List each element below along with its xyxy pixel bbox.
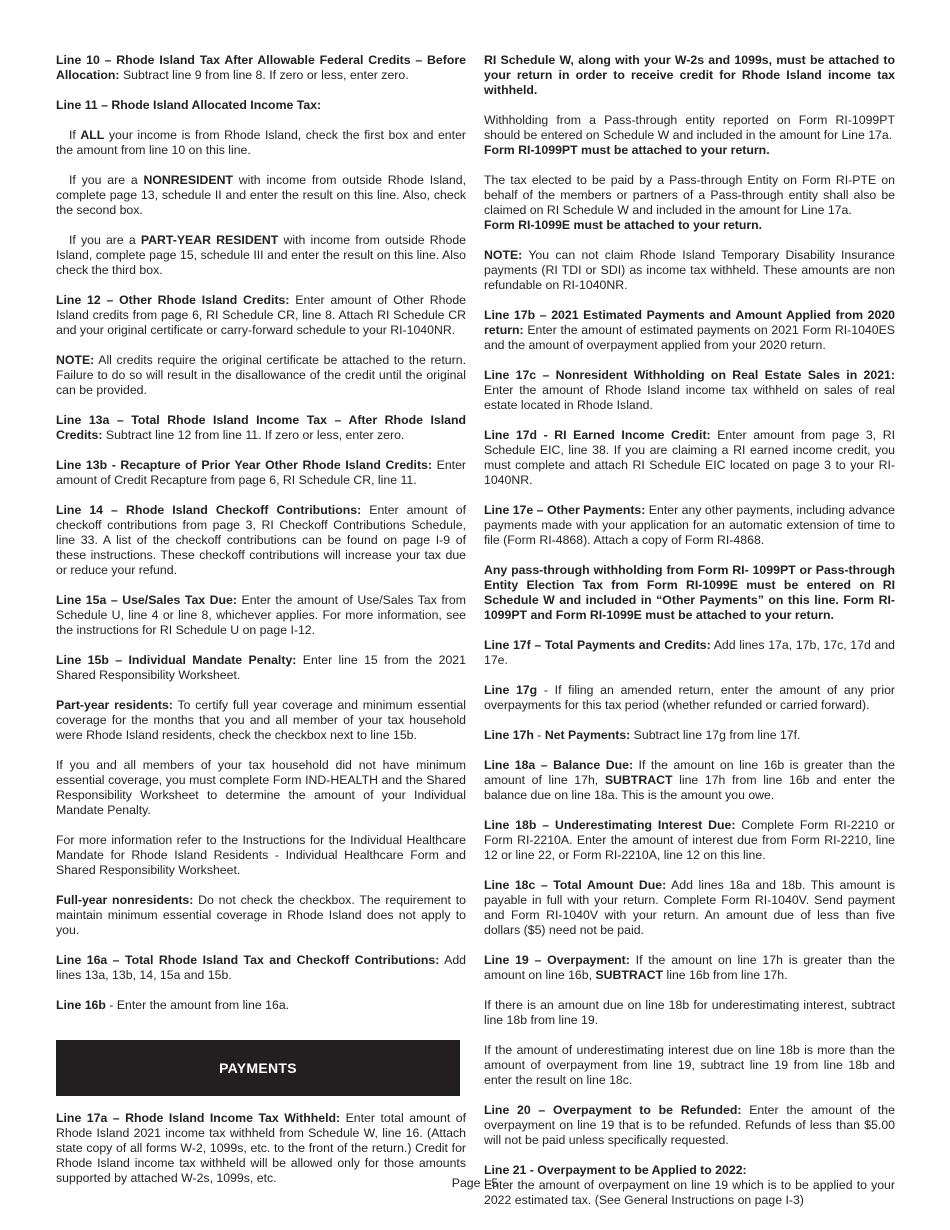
line-17f-paragraph: Line 17f – Total Payments and Credits: Add lines 17a, 17b, 17c, 17d and 17e. xyxy=(484,638,895,667)
pass-through-other-payments-notice: Any pass-through withholding from Form RI- 1099PT or Pass-through Entity Election Tax from Form RI-1099E must be entered on RI Schedule W and included in “Other Payments” on this line. Form RI-1099PT and Form RI-1099E must be attached to your return. xyxy=(484,563,895,622)
line-18a-paragraph: Line 18a – Balance Due: If the amount on line 16b is greater than the amount of line 17h, SUBTRACT line 17h from line 16b and enter the balance due on line 18a. This is the amount you owe. xyxy=(484,758,896,802)
line-11-nonresident-paragraph: If you are a NONRESIDENT with income from outside Rhode Island, complete page 13, schedule II and enter the result on this line. Also, check the second box. xyxy=(56,173,466,217)
line-11-all-paragraph: If ALL your income is from Rhode Island, check the first box and enter the amount from line 10 on this line. xyxy=(56,128,466,157)
line-17e-paragraph: Line 17e – Other Payments: Enter any other payments, including advance payments made with your application for an automatic extension of time to file (Form RI-4868). Attach a copy of Form RI-4868. xyxy=(484,503,895,547)
line-11-part-year-paragraph: If you are a PART-YEAR RESIDENT with income from outside Rhode Island, complete page 15, schedule III and enter the result on this line. Also check the third box. xyxy=(56,233,467,277)
minimum-coverage-paragraph: If you and all members of your tax household did not have minimum essential coverage, you must complete Form IND-HEALTH and the Shared Responsibility Worksheet to determine the amount of your Individual Mandate Penalty. xyxy=(56,758,466,817)
page-number: Page I-5 xyxy=(451,1176,499,1190)
line-17b-paragraph: Line 17b – 2021 Estimated Payments and Amount Applied from 2020 return: Enter the amount of estimated payments on 2021 Form RI-1040ES and the amount of overpayment applied from your 2020 return. xyxy=(484,308,895,352)
tdi-note-paragraph: NOTE: You can not claim Rhode Island Temporary Disability Insurance payments (RI TDI or SDI) as income tax withheld. These amounts are non refundable on RI-1040NR. xyxy=(484,248,895,292)
line-15a-paragraph: Line 15a – Use/Sales Tax Due: Enter the amount of Use/Sales Tax from Schedule U, line 4 or line 8, whichever applies. For more information, see the instructions for RI Schedule U on page I-12. xyxy=(56,593,466,637)
line-19-paragraph: Line 19 – Overpayment: If the amount on line 17h is greater than the amount on line 16b, SUBTRACT line 16b from line 17h. xyxy=(484,953,895,982)
payments-banner: PAYMENTS xyxy=(56,1040,460,1096)
line-13b-paragraph: Line 13b - Recapture of Prior Year Other Rhode Island Credits: Enter amount of Credit Recapture from page 6, RI Schedule CR, line 11. xyxy=(56,458,467,487)
line-18b-paragraph: Line 18b – Underestimating Interest Due: Complete Form RI-2210 or Form RI-2210A. Enter the amount of interest due from Form RI-2210, line 12 or line 22, or Form RI-2210A, line 12 on this line. xyxy=(484,818,895,862)
line-18c-paragraph: Line 18c – Total Amount Due: Add lines 18a and 18b. This amount is payable in full with your return. Complete Form RI-1040V. Send payment and Form RI-1040V with your return. An amount due of less than five dollars ($5) need not be paid. xyxy=(484,878,895,937)
line-10-paragraph: Line 10 – Rhode Island Tax After Allowable Federal Credits – Before Allocation: Subtract line 9 from line 8. If zero or less, enter zero. xyxy=(56,53,466,82)
line-16a-paragraph: Line 16a – Total Rhode Island Tax and Checkoff Contributions: Add lines 13a, 13b, 14, 15a and 15b. xyxy=(56,953,466,982)
full-year-nonresidents-paragraph: Full-year nonresidents: Do not check the checkbox. The requirement to maintain minimum essential coverage in Rhode Island does not apply to you. xyxy=(56,893,466,937)
line-17a-paragraph: Line 17a – Rhode Island Income Tax Withheld: Enter total amount of Rhode Island 2021 income tax withheld from Schedule W, line 16. (Attach state copy of all forms W-2, 1099s, etc. to the front of the return.) Credit for Rhode Island income tax withheld will be allowed only for those amounts supported by attached W-2s, 1099s, etc. xyxy=(56,1111,466,1185)
underestimating-interest-paragraph: If there is an amount due on line 18b for underestimating interest, subtract line 18b from line 19. xyxy=(484,998,895,1027)
more-information-paragraph: For more information refer to the Instructions for the Individual Healthcare Mandate for Rhode Island Residents - Individual Healthcare Form and Shared Responsibility Worksheet. xyxy=(56,833,466,877)
line-16b-paragraph: Line 16b - Enter the amount from line 16a. xyxy=(56,998,290,1012)
line-15b-paragraph: Line 15b – Individual Mandate Penalty: Enter line 15 from the 2021 Shared Responsibility Worksheet. xyxy=(56,653,466,682)
line-12-paragraph: Line 12 – Other Rhode Island Credits: Enter amount of Other Rhode Island credits from page 6, RI Schedule CR, line 8. Attach RI Schedule CR and your original certificate or carry-forward schedule to your RI-1040NR. xyxy=(56,293,466,337)
schedule-w-notice: RI Schedule W, along with your W-2s and 1099s, must be attached to your return in order to receive credit for Rhode Island income tax withheld. xyxy=(484,53,895,97)
line-17g-paragraph: Line 17g - If filing an amended return, enter the amount of any prior overpayments for this tax period (whether refunded or carried forward). xyxy=(484,683,896,712)
credits-note-paragraph: NOTE: All credits require the original certificate be attached to the return. Failure to do so will result in the disallowance of the credit until the original can be provided. xyxy=(56,353,466,397)
line-21-paragraph: Line 21 - Overpayment to be Applied to 2022: Enter the amount of overpayment on line 19 which is to be applied to your 2022 estimated tax. (See General Instructions on page I-3) xyxy=(484,1163,895,1207)
pass-through-tax-paragraph: The tax elected to be paid by a Pass-through Entity on Form RI-PTE on behalf of the members or partners of a Pass-through entity shall also be claimed on RI Schedule W and included in the amount for Line 17a. Form RI-1099E must be attached to your return. xyxy=(484,173,895,232)
line-11-heading: Line 11 – Rhode Island Allocated Income Tax: xyxy=(56,98,322,112)
line-14-paragraph: Line 14 – Rhode Island Checkoff Contributions: Enter amount of checkoff contributions from page 3, RI Checkoff Contributions Schedule, line 33. A list of the checkoff contributions can be found on page I-9 of these instructions. These checkoff contributions will increase your tax due or reduce your refund. xyxy=(56,503,466,577)
right-column xyxy=(484,53,895,1223)
part-year-residents-paragraph: Part-year residents: To certify full year coverage and minimum essential coverage for the months that you and all member of your tax household were Rhode Island residents, check the checkbox next to line 15b. xyxy=(56,698,466,742)
line-20-paragraph: Line 20 – Overpayment to be Refunded: Enter the amount of the overpayment on line 19 that is to be refunded. Refunds of less than $5.00 will not be paid unless specifically requested. xyxy=(484,1103,895,1147)
line-17h-paragraph: Line 17h - Net Payments: Subtract line 17g from line 17f. xyxy=(484,728,801,742)
line-17d-paragraph: Line 17d - RI Earned Income Credit: Enter amount from page 3, RI Schedule EIC, line 38. If you are claiming a RI earned income credit, you must complete and attach RI Schedule EIC located on page 3 to your RI-1040NR. xyxy=(484,428,895,487)
pass-through-withholding-paragraph: Withholding from a Pass-through entity reported on Form RI-1099PT should be entered on Schedule W and included in the amount for Line 17a. Form RI-1099PT must be attached to your return. xyxy=(484,113,895,157)
line-13a-paragraph: Line 13a – Total Rhode Island Income Tax – After Rhode Island Credits: Subtract line 12 from line 11. If zero or less, enter zero. xyxy=(56,413,466,442)
underestimating-excess-paragraph: If the amount of underestimating interest due on line 18b is more than the amount of overpayment from line 19, subtract line 19 from line 18b and enter the result on line 18c. xyxy=(484,1043,895,1087)
left-column xyxy=(56,53,466,1201)
line-17c-paragraph: Line 17c – Nonresident Withholding on Real Estate Sales in 2021: Enter the amount of Rhode Island income tax withheld on sales of real estate located in Rhode Island. xyxy=(484,368,895,412)
